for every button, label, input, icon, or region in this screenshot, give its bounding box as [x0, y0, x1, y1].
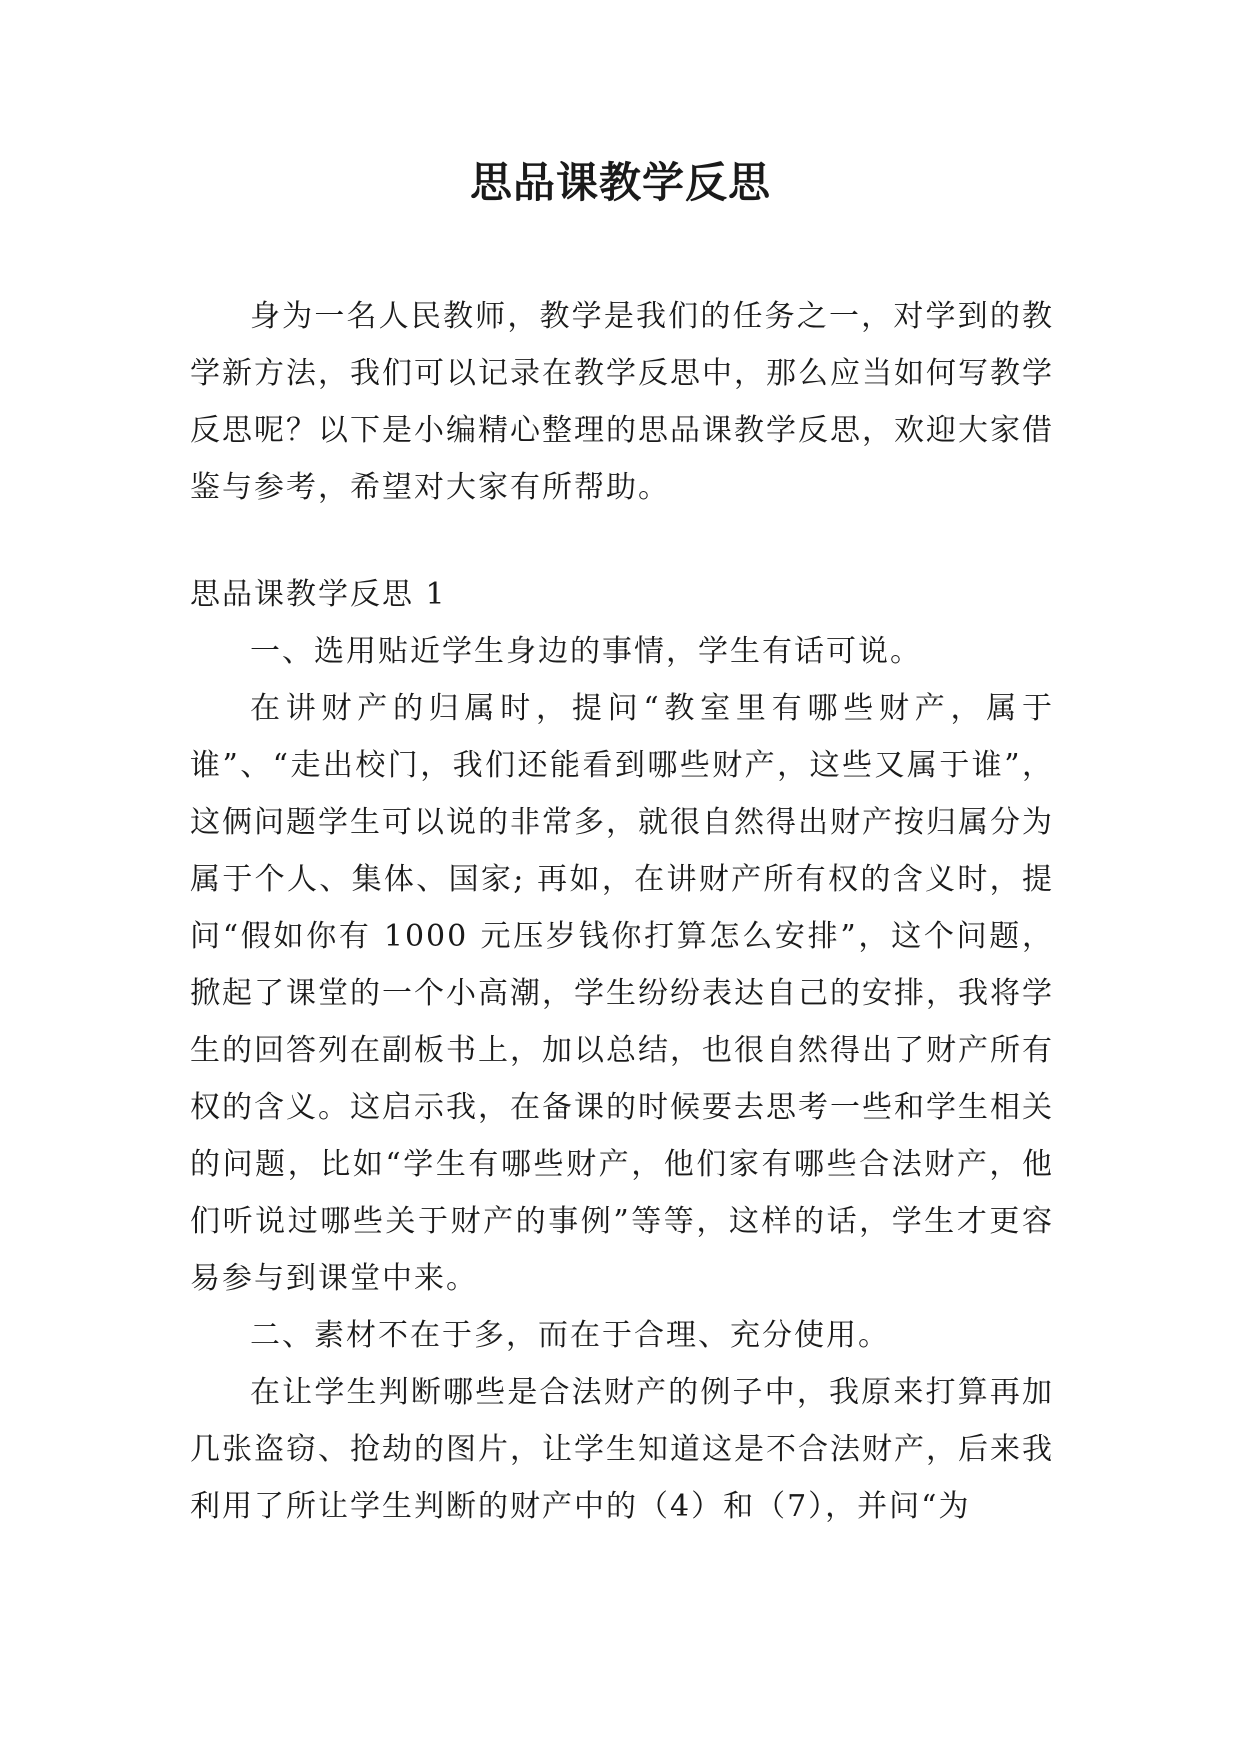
point-two-heading: 二、素材不在于多，而在于合理、充分使用。 — [250, 1318, 890, 1353]
paragraph-gap — [190, 516, 1054, 566]
intro-paragraph: 身为一名人民教师，教学是我们的任务之一，对学到的教学新方法，我们可以记录在教学反思中，那么应当如何写教学反思呢？以下是小编精心整理的思品课教学反思，欢迎大家借鉴与参考，希望对大家有所帮助。 — [190, 299, 1054, 505]
document-body — [190, 288, 1054, 1535]
section-heading: 思品课教学反思 1 — [190, 577, 447, 612]
body-paragraph: 在让学生判断哪些是合法财产的例子中，我原来打算再加几张盗窃、抢劫的图片，让学生知道这是不合法财产，后来我利用了所让学生判断的财产中的（4）和（7），并问“为 — [190, 1375, 1054, 1524]
document-title: 思品课教学反思 — [469, 158, 771, 207]
body-paragraph: 在讲财产的归属时，提问“教室里有哪些财产，属于谁”、“走出校门，我们还能看到哪些财产，这些又属于谁”，这俩问题学生可以说的非常多，就很自然得出财产按归属分为属于个人、集体、国家; 再如，在讲财产所有权的含义时，提问“假如你有 1000 元压岁钱你打算怎么安排”，这个问题，掀起了课堂的一个小高潮，学生纷纷表达自己的安排，我将学生的回答列在副板书上，加以总结，也很自然得出了财产所有权的含义。这启示我，在备课的时候要去思考一些和学生相关的问题，比如“学生有哪些财产，他们家有哪些合法财产，他们听说过哪些关于财产的事例”等等，这样的话，学生才更容易参与到课堂中来。 — [190, 691, 1054, 1296]
point-one-heading: 一、选用贴近学生身边的事情，学生有话可说。 — [250, 634, 922, 669]
